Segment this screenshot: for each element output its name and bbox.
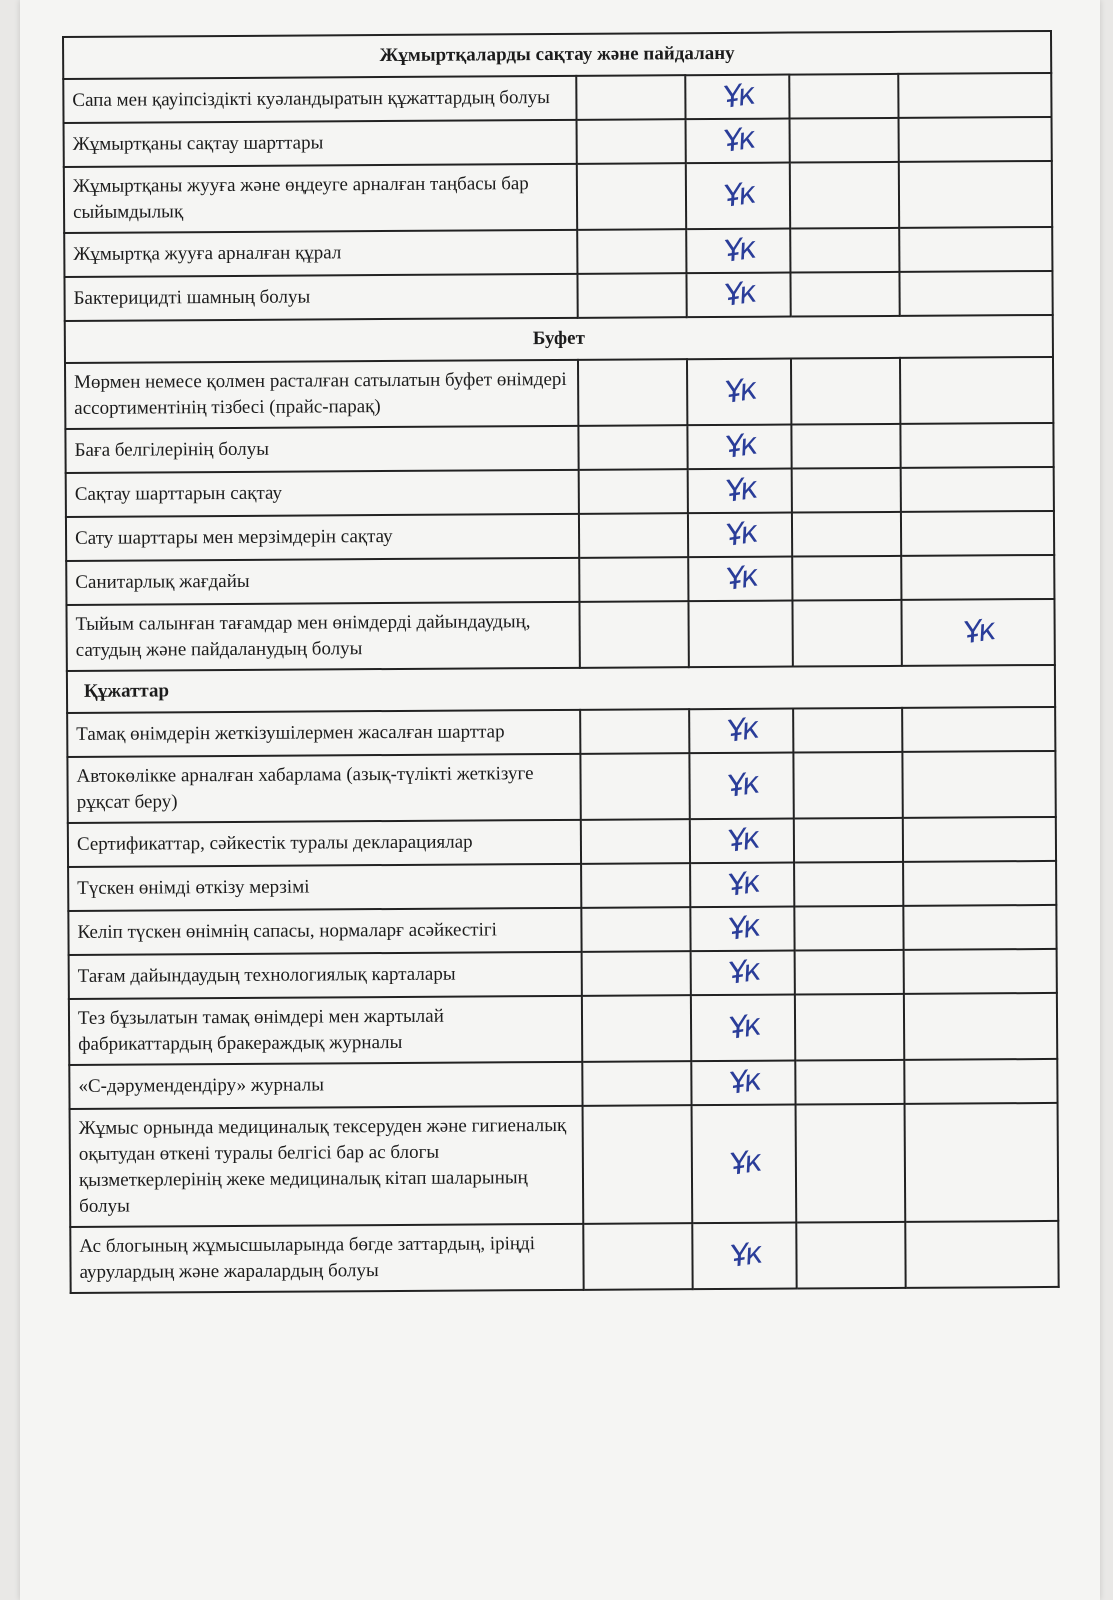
handwritten-mark: Ұк — [722, 371, 756, 411]
check-cell — [901, 467, 1054, 512]
handwritten-mark: Ұк — [722, 470, 757, 510]
check-cell — [581, 907, 690, 952]
check-cell — [792, 512, 901, 557]
check-cell — [790, 162, 899, 229]
handwritten-mark: Ұк — [725, 952, 760, 992]
handwritten-mark: Ұк — [961, 612, 995, 652]
check-cell — [794, 818, 903, 863]
requirement-label: Сапа мен қауіпсіздікті куәландыратын құжаттардың болуы — [63, 76, 576, 123]
check-cell — [685, 119, 790, 164]
section-header — [67, 665, 1055, 713]
check-cell — [793, 708, 902, 753]
check-cell — [793, 600, 902, 667]
check-cell — [578, 513, 687, 558]
paper-sheet — [20, 0, 1100, 1600]
check-cell — [791, 272, 900, 317]
handwritten-mark: Ұк — [720, 121, 755, 160]
check-cell — [689, 753, 794, 820]
requirement-label: Автокөлікке арналған хабарлама (азық-түлікті жеткізуге рұқсат беру) — [67, 754, 580, 823]
check-cell — [687, 425, 792, 470]
inspection-table — [62, 30, 1060, 1294]
handwritten-mark: Ұк — [723, 514, 757, 554]
check-cell — [904, 993, 1057, 1060]
check-cell — [685, 163, 790, 230]
check-cell — [898, 73, 1051, 118]
check-cell — [583, 1223, 692, 1290]
check-cell — [903, 751, 1056, 818]
requirement-label: Жұмыртқаны сақтау шарттары — [64, 120, 577, 167]
check-cell — [901, 555, 1054, 600]
table-row — [68, 861, 1056, 911]
table-row — [69, 993, 1057, 1065]
requirement-label: Жұмыс орнында медициналық тексеруден және гигиеналық оқытудан өткені туралы белгісі бар ас блогы қызметкерлерінің жеке медициналық кітап шаларының болуы — [70, 1106, 583, 1227]
handwritten-mark: Ұк — [725, 864, 759, 904]
check-cell — [580, 753, 689, 820]
check-cell — [796, 1222, 905, 1289]
requirement-label: Баға белгілерінің болуы — [65, 426, 578, 473]
check-cell — [789, 74, 898, 119]
table-row — [68, 905, 1056, 955]
requirement-label: Сақтау шарттарын сақтау — [66, 470, 579, 517]
handwritten-mark: Ұк — [721, 274, 756, 314]
check-cell — [795, 950, 904, 995]
check-cell — [579, 557, 688, 602]
check-cell — [576, 163, 685, 230]
table-row — [70, 1103, 1059, 1227]
check-cell — [901, 423, 1054, 468]
table-row — [66, 555, 1054, 605]
check-cell — [905, 1221, 1058, 1288]
check-cell — [901, 511, 1054, 556]
check-cell — [900, 357, 1053, 424]
table-row — [63, 73, 1051, 123]
check-cell — [690, 863, 795, 908]
table-row — [69, 1059, 1057, 1109]
check-cell — [686, 273, 791, 318]
check-cell — [577, 359, 686, 426]
check-cell — [794, 752, 903, 819]
check-cell — [904, 905, 1057, 950]
check-cell — [578, 469, 687, 514]
checklist — [62, 30, 1060, 1294]
check-cell — [903, 861, 1056, 906]
check-cell — [580, 709, 689, 754]
table-row — [67, 707, 1055, 757]
check-cell — [576, 119, 685, 164]
check-cell — [902, 599, 1055, 666]
handwritten-mark: Ұк — [721, 175, 755, 215]
check-cell — [582, 1061, 691, 1106]
handwritten-mark: Ұк — [727, 1235, 761, 1275]
check-cell — [689, 819, 794, 864]
table-row — [66, 511, 1054, 561]
requirement-label: Бактерицидті шамның болуы — [64, 274, 577, 321]
check-cell — [899, 117, 1052, 162]
check-cell — [582, 1105, 692, 1224]
check-cell — [900, 271, 1053, 316]
requirement-label: Тез бұзылатын тамақ өнімдері мен жартылай фабрикаттардың бракераждық журналы — [69, 996, 582, 1065]
check-cell — [690, 951, 795, 996]
check-cell — [690, 907, 795, 952]
table-row — [69, 949, 1057, 999]
check-cell — [899, 161, 1052, 228]
handwritten-mark: Ұк — [723, 558, 757, 598]
handwritten-mark: Ұк — [721, 230, 755, 270]
check-cell — [685, 75, 790, 120]
handwritten-mark: Ұк — [722, 426, 756, 466]
handwritten-mark: Ұк — [720, 77, 754, 116]
requirement-label: Ас блогының жұмысшыларында бөгде заттардың, іріңді аурулардың және жаралардың болуы — [70, 1224, 583, 1293]
check-cell — [899, 227, 1052, 272]
table-row — [65, 423, 1053, 473]
check-cell — [792, 424, 901, 469]
handwritten-mark: Ұк — [726, 1062, 760, 1102]
check-cell — [691, 1105, 796, 1224]
check-cell — [581, 863, 690, 908]
check-cell — [690, 995, 795, 1062]
check-cell — [903, 817, 1056, 862]
check-cell — [688, 557, 793, 602]
table-row — [66, 599, 1054, 671]
requirement-label: Келіп түскен өнімнің сапасы, нормаларғ асәйкестігі — [68, 908, 581, 955]
check-cell — [792, 556, 901, 601]
section-header — [65, 315, 1053, 363]
check-cell — [904, 949, 1057, 994]
table-row — [64, 271, 1052, 321]
handwritten-mark: Ұк — [725, 820, 759, 860]
check-cell — [577, 229, 686, 274]
section-header — [63, 31, 1051, 79]
check-cell — [790, 118, 899, 163]
table-row — [67, 751, 1055, 823]
check-cell — [905, 1059, 1058, 1104]
check-cell — [795, 994, 904, 1061]
requirement-label: «С-дәрумендендіру» журналы — [69, 1062, 582, 1109]
requirement-label: Түскен өнімді өткізу мерзімі — [68, 864, 581, 911]
requirement-label: Сертификаттар, сәйкестік туралы декларациялар — [68, 820, 581, 867]
table-row — [64, 227, 1052, 277]
handwritten-mark: Ұк — [724, 765, 759, 805]
check-cell — [795, 1060, 904, 1105]
table-row — [65, 357, 1053, 429]
section-title: Құжаттар — [67, 665, 1055, 713]
handwritten-mark: Ұк — [727, 1143, 761, 1183]
check-cell — [686, 229, 791, 274]
check-cell — [792, 468, 901, 513]
section-title: Жұмыртқаларды сақтау және пайдалану — [63, 31, 1051, 79]
check-cell — [902, 707, 1055, 752]
check-cell — [790, 228, 899, 273]
check-cell — [687, 469, 792, 514]
check-cell — [796, 1104, 906, 1223]
check-cell — [791, 358, 900, 425]
check-cell — [692, 1223, 797, 1290]
section-title: Буфет — [65, 315, 1053, 363]
check-cell — [794, 862, 903, 907]
handwritten-mark: Ұк — [725, 908, 759, 948]
check-cell — [795, 906, 904, 951]
handwritten-mark: Ұк — [724, 710, 758, 750]
requirement-label: Тыйым салынған тағамдар мен өнімдерді дайындаудың, сатудың және пайдаланудың болуы — [66, 602, 579, 671]
requirement-label: Мөрмен немесе қолмен расталған сатылатын буфет өнімдері ассортиментінің тізбесі (прайс-парақ) — [65, 360, 578, 429]
table-row — [64, 161, 1052, 233]
requirement-label: Санитарлық жағдайы — [66, 558, 579, 605]
check-cell — [579, 601, 688, 668]
check-cell — [687, 359, 792, 426]
requirement-label: Жұмыртқаны жууға және өңдеуге арналған таңбасы бар сыйымдылық — [64, 164, 577, 233]
check-cell — [687, 513, 792, 558]
check-cell — [578, 425, 687, 470]
table-row — [64, 117, 1052, 167]
check-cell — [691, 1061, 796, 1106]
check-cell — [581, 995, 690, 1062]
check-cell — [576, 75, 685, 120]
check-cell — [577, 273, 686, 318]
check-cell — [581, 951, 690, 996]
handwritten-mark: Ұк — [726, 1007, 760, 1047]
requirement-label: Тағам дайындаудың технологиялық карталары — [69, 952, 582, 999]
requirement-label: Жұмыртқа жууға арналған құрал — [64, 230, 577, 277]
table-row — [68, 817, 1056, 867]
check-cell — [688, 601, 793, 668]
check-cell — [689, 709, 794, 754]
table-row — [66, 467, 1054, 517]
check-cell — [580, 819, 689, 864]
check-cell — [905, 1103, 1058, 1222]
requirement-label: Тамақ өнімдерін жеткізушілермен жасалған шарттар — [67, 710, 580, 757]
requirement-label: Сату шарттары мен мерзімдерін сақтау — [66, 514, 579, 561]
table-row — [70, 1221, 1058, 1293]
